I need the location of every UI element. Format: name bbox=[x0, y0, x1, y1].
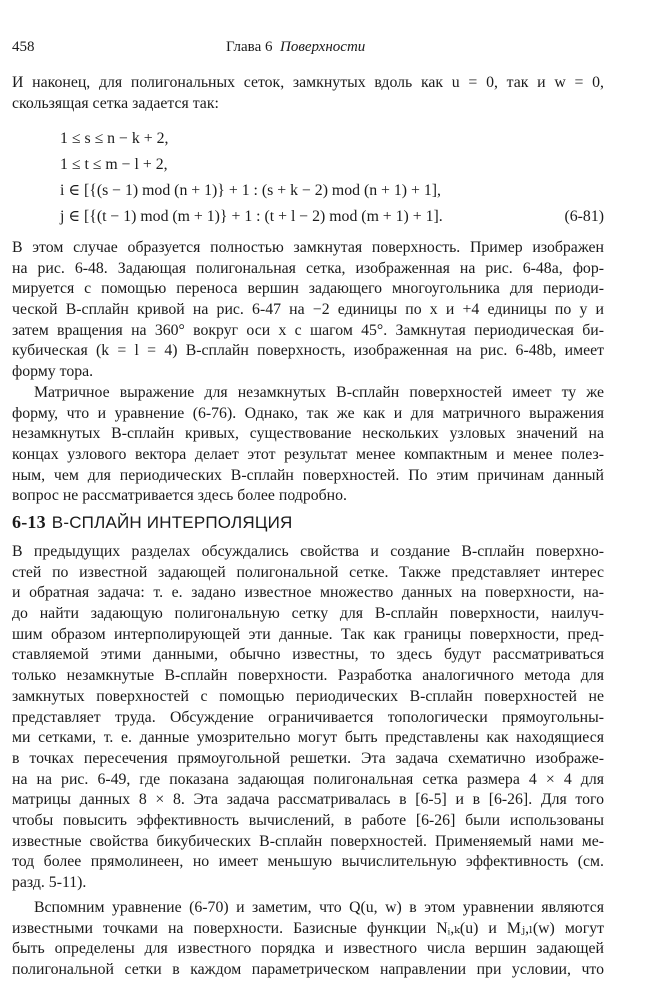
paragraph-interpolation bbox=[12, 542, 604, 894]
text-line: концах узлового вектора делает этот результат менее компактным и менее полез- bbox=[12, 446, 604, 464]
text-line: ным, чем для периодических B-сплайн поверхностей. По этим причинам данный bbox=[12, 466, 604, 484]
formula-line bbox=[60, 152, 604, 178]
text-line: на рис. 6-48. Задающая полигональная сетка, изображенная на рис. 6-48a, фор- bbox=[12, 259, 604, 277]
text-line: незамкнутых B-сплайн кривых, существование нескольких узловых значений на bbox=[12, 425, 604, 443]
text-line: разд. 5-11). bbox=[12, 874, 87, 891]
equation-number: (6-81) bbox=[564, 208, 604, 225]
page-number: 458 bbox=[12, 39, 35, 55]
text-line: затем вращения на 360° вокруг оси x с шагом 45°. Замкнутая периодическая би- bbox=[12, 321, 604, 339]
book-page bbox=[12, 0, 656, 990]
paragraph-recall-equation bbox=[12, 898, 604, 981]
text-line: до найти задающую полигональную сетку для B-сплайн поверхности, наилуч- bbox=[12, 605, 604, 623]
text-line: Вспомним уравнение (6-70) и заметим, что Q(u, w) в этом уравнении являются bbox=[34, 899, 604, 916]
text-line: представляет труда. Обсуждение ограничивается топологически прямоугольны- bbox=[12, 708, 604, 726]
text-line: матрицы данных 8 × 8. Эта задача рассматривалась в [6-5] и в [6-26]. Для того bbox=[12, 791, 604, 809]
text-line: ми сетками, т. е. данные умозрительно могут быть представлены как находящиеся bbox=[12, 729, 604, 747]
text-line: В предыдущих разделах обсуждались свойства и создание B-сплайн поверхно- bbox=[12, 543, 604, 560]
text-line: вопрос не рассматривается здесь более подробно. bbox=[12, 487, 347, 505]
text-line: форму, что и уравнение (6-76). Однако, так же как и для матричного выражения bbox=[12, 404, 604, 422]
formula-line bbox=[60, 204, 604, 230]
text-line: известными точками на поверхности. Базисные функции Nᵢ,ₖ(u) и Mⱼ,ₗ(w) могут bbox=[12, 919, 604, 937]
intro-paragraph bbox=[12, 73, 604, 114]
formula-text: 1 ≤ t ≤ m − l + 2, bbox=[60, 156, 168, 173]
running-head bbox=[12, 39, 612, 61]
text-line: форму тора. bbox=[12, 363, 94, 381]
chapter-heading bbox=[226, 39, 365, 56]
text-line: только незамкнутые B-сплайн поверхности. Разработка аналогичного метода для bbox=[12, 667, 604, 685]
chapter-label: Глава 6 bbox=[226, 39, 273, 55]
text-line: и обратная задача: т. е. задано известное множество данных на поверхности, на- bbox=[12, 584, 604, 602]
paragraph-torus-example bbox=[12, 238, 604, 383]
text-line: кубическая (k = l = 4) B-сплайн поверхность, изображенная на рис. 6-48b, имеет bbox=[12, 342, 604, 360]
formula-text: j ∈ [{(t − 1) mod (m + 1)} + 1 : (t + l − 2) mod (m + 1) + 1]. bbox=[60, 208, 443, 225]
chapter-title: Поверхности bbox=[279, 39, 366, 55]
section-number: 6-13 bbox=[12, 512, 46, 532]
equation-6-81 bbox=[60, 126, 604, 230]
section-heading bbox=[12, 512, 293, 533]
text-line: чтобы повысить эффективность вычислений, в работе [6-26] были использованы bbox=[12, 811, 604, 829]
text-line: полигональной сетки в каждом параметрическом направлении при условии, что bbox=[12, 961, 604, 979]
formula-text: i ∈ [{(s − 1) mod (n + 1)} + 1 : (s + k − 2) mod (n + 1) + 1], bbox=[60, 182, 441, 199]
text-line: стей по известной задающей полигональной сетке. Также представляет интерес bbox=[12, 563, 604, 581]
formula-line bbox=[60, 126, 604, 152]
text-line: ставляемой этими данными, обычно известны, то здесь будут рассматриваться bbox=[12, 646, 604, 664]
text-line: шим образом интерполирующей эти данные. Так как границы поверхности, пред- bbox=[12, 625, 604, 643]
text-line: на на рис. 6-49, где показана задающая полигональная сетка размера 4 × 4 для bbox=[12, 770, 604, 788]
text-line: И наконец, для полигональных сеток, замкнутых вдоль как u = 0, так и w = 0, bbox=[12, 74, 604, 91]
text-line: Матричное выражение для незамкнутых B-сплайн поверхностей имеет ту же bbox=[34, 384, 604, 401]
text-line: тод более прямолинеен, но имеет меньшую вычислительную эффективность (см. bbox=[12, 853, 604, 871]
text-line: быть определены для известного порядка и известного числа вершин задающей bbox=[12, 940, 604, 958]
text-line: известные свойства бикубических B-сплайн поверхностей. Применяемый нами ме- bbox=[12, 832, 604, 850]
text-line: замкнутых поверхностей с помощью периодических B-сплайн поверхностей не bbox=[12, 687, 604, 705]
text-line: скользящая сетка задается так: bbox=[12, 94, 219, 112]
text-line: ческой B-сплайн кривой на рис. 6-47 на −2 единицы по x и +4 единицы по y и bbox=[12, 301, 604, 319]
text-line: мируется с помощью переноса вершин задающего многоугольника для периоди- bbox=[12, 280, 604, 298]
text-line: В этом случае образуется полностью замкнутая поверхность. Пример изображен bbox=[12, 239, 604, 256]
text-line: в точках пересечения прямоугольной решетки. Эта задача схематично изображе- bbox=[12, 749, 604, 767]
section-title: B-СПЛАЙН ИНТЕРПОЛЯЦИЯ bbox=[51, 513, 293, 532]
paragraph-matrix-expression bbox=[12, 383, 604, 507]
formula-text: 1 ≤ s ≤ n − k + 2, bbox=[60, 130, 169, 147]
formula-line bbox=[60, 178, 604, 204]
